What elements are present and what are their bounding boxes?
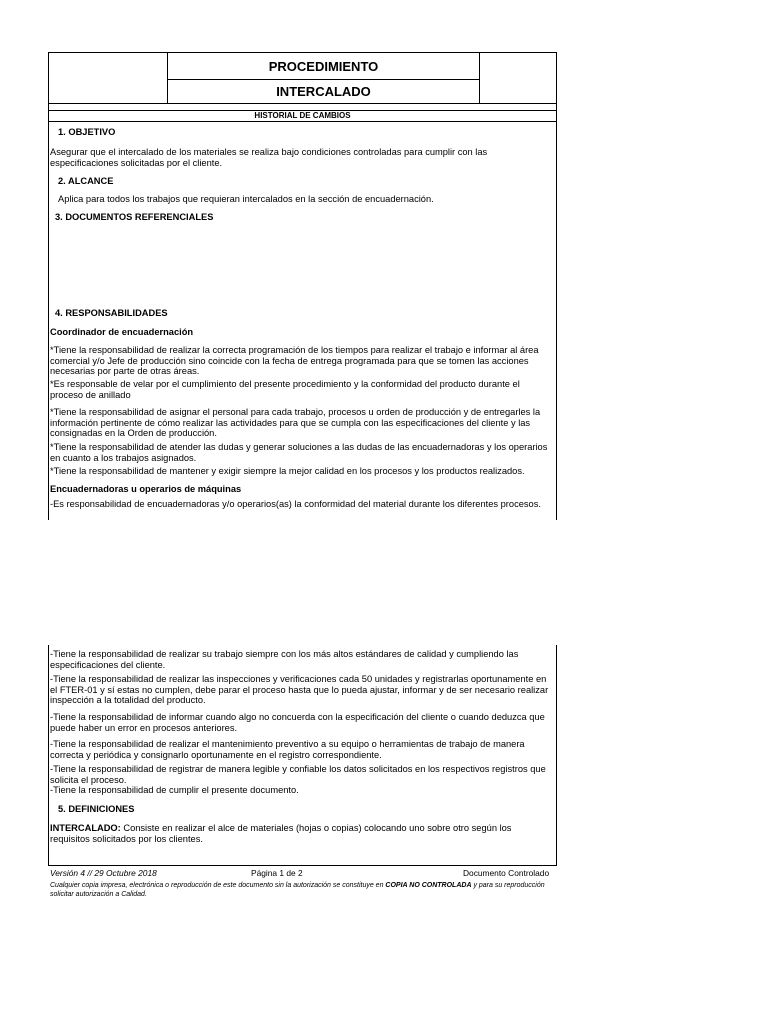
operator-item: -Es responsabilidad de encuadernadoras y/o operarios(as) la conformidad del material durante los diferentes procesos. xyxy=(50,499,541,509)
code-cell xyxy=(480,53,556,104)
coordinator-item: *Tiene la responsabilidad de realizar la correcta programación de los tiempos para realizar el trabajo e informar al área comercial y/o Jefe de producción sino coincide con la fecha de entrega programada para que se tomen las acciones necesarias por parte de otras áreas. xyxy=(50,345,539,376)
operator-item: -Tiene la responsabilidad de informar cuando algo no concuerda con la especificación del cliente o cuando deduzca que puede haber un error en procesos anteriores. xyxy=(50,712,545,733)
coordinator-title: Coordinador de encuadernación xyxy=(50,327,194,337)
document-subtitle: INTERCALADO xyxy=(276,84,371,99)
section-5-title: 5. DEFINICIONES xyxy=(58,804,135,814)
section-1-title: 1. OBJETIVO xyxy=(58,127,116,137)
footer-divider xyxy=(48,865,557,866)
section-2-text: Aplica para todos los trabajos que requieran intercalados en la sección de encuadernación. xyxy=(58,194,434,204)
coordinator-item: *Tiene la responsabilidad de mantener y exigir siempre la mejor calidad en los procesos y los productos realizados. xyxy=(50,466,525,476)
footer-version: Versión 4 // 29 Octubre 2018 xyxy=(50,868,157,878)
definition-term: INTERCALADO: xyxy=(50,823,121,833)
operator-item: -Tiene la responsabilidad de cumplir el presente documento. xyxy=(50,785,299,795)
definition-text xyxy=(50,823,550,844)
section-3-title: 3. DOCUMENTOS REFERENCIALES xyxy=(55,212,214,222)
operators-title: Encuadernadoras u operarios de máquinas xyxy=(50,484,242,494)
section-1-text: Asegurar que el intercalado de los materiales se realiza bajo condiciones controladas para cumplir con las especificaciones solicitadas por el cliente. xyxy=(50,147,488,168)
operator-item: -Tiene la responsabilidad de realizar su trabajo siempre con los más altos estándares de calidad y cumpliendo las especificaciones del cliente. xyxy=(50,649,519,670)
footer-controlled-label: Documento Controlado xyxy=(463,868,550,878)
change-history-label: HISTORIAL DE CAMBIOS xyxy=(49,111,556,122)
coordinator-item: *Tiene la responsabilidad de asignar el personal para cada trabajo, procesos u orden de producción y de entregarles la información pertinente de cómo realizar las actividades para que se cumpla con las especificaciones del cliente y las consignadas en la Orden de producción. xyxy=(50,407,541,438)
document-page-top xyxy=(48,52,557,520)
footer-copy-note xyxy=(50,882,555,899)
operator-item: -Tiene la responsabilidad de registrar de manera legible y confiable los datos solicitados en los respectivos registros que solicita el proceso. xyxy=(50,764,546,785)
operator-item: -Tiene la responsabilidad de realizar las inspecciones y verificaciones cada 50 unidades y registrarlas oportunamente en el FTER-01 y sí estas no cumplen, debe parar el proceso hasta que lo pueda ajustar, informar y de ser necesario realizar inspección a la totalidad del producto. xyxy=(50,674,549,705)
document-page-bottom xyxy=(48,645,557,865)
coordinator-item: *Tiene la responsabilidad de atender las dudas y generar soluciones a las dudas de las encuadernadoras y los operarios en cuanto a los trabajos asignados. xyxy=(50,442,548,463)
section-2-title: 2. ALCANCE xyxy=(58,176,114,186)
title-cell xyxy=(168,53,480,104)
footer-note-part: Cualquier copia impresa, electrónica o reproducción de este documento sin la autorización se constituye en xyxy=(50,882,386,889)
section-4-title: 4. RESPONSABILIDADES xyxy=(55,308,168,318)
header-gap-row xyxy=(49,103,556,111)
operator-item: -Tiene la responsabilidad de realizar el mantenimiento preventivo a su equipo o herramientas de trabajo de manera correcta y periódica y consignarlo oportunamente en el registro correspondiente. xyxy=(50,739,525,760)
document-title: PROCEDIMIENTO xyxy=(168,53,479,80)
footer-page-number: Página 1 de 2 xyxy=(251,868,303,878)
footer-note-part: y para su reproducción solicitar autorización a Calidad. xyxy=(50,882,545,898)
footer-note-emphasis: COPIA NO CONTROLADA xyxy=(385,882,472,889)
logo-cell xyxy=(49,53,168,104)
definition-body: Consiste en realizar el alce de materiales (hojas o copias) colocando uno sobre otro según los requisitos solicitados por los clientes. xyxy=(50,823,512,844)
document-header xyxy=(49,53,556,103)
coordinator-item: *Es responsable de velar por el cumplimiento del presente procedimiento y la conformidad del producto durante el proceso de anillado xyxy=(50,379,520,400)
